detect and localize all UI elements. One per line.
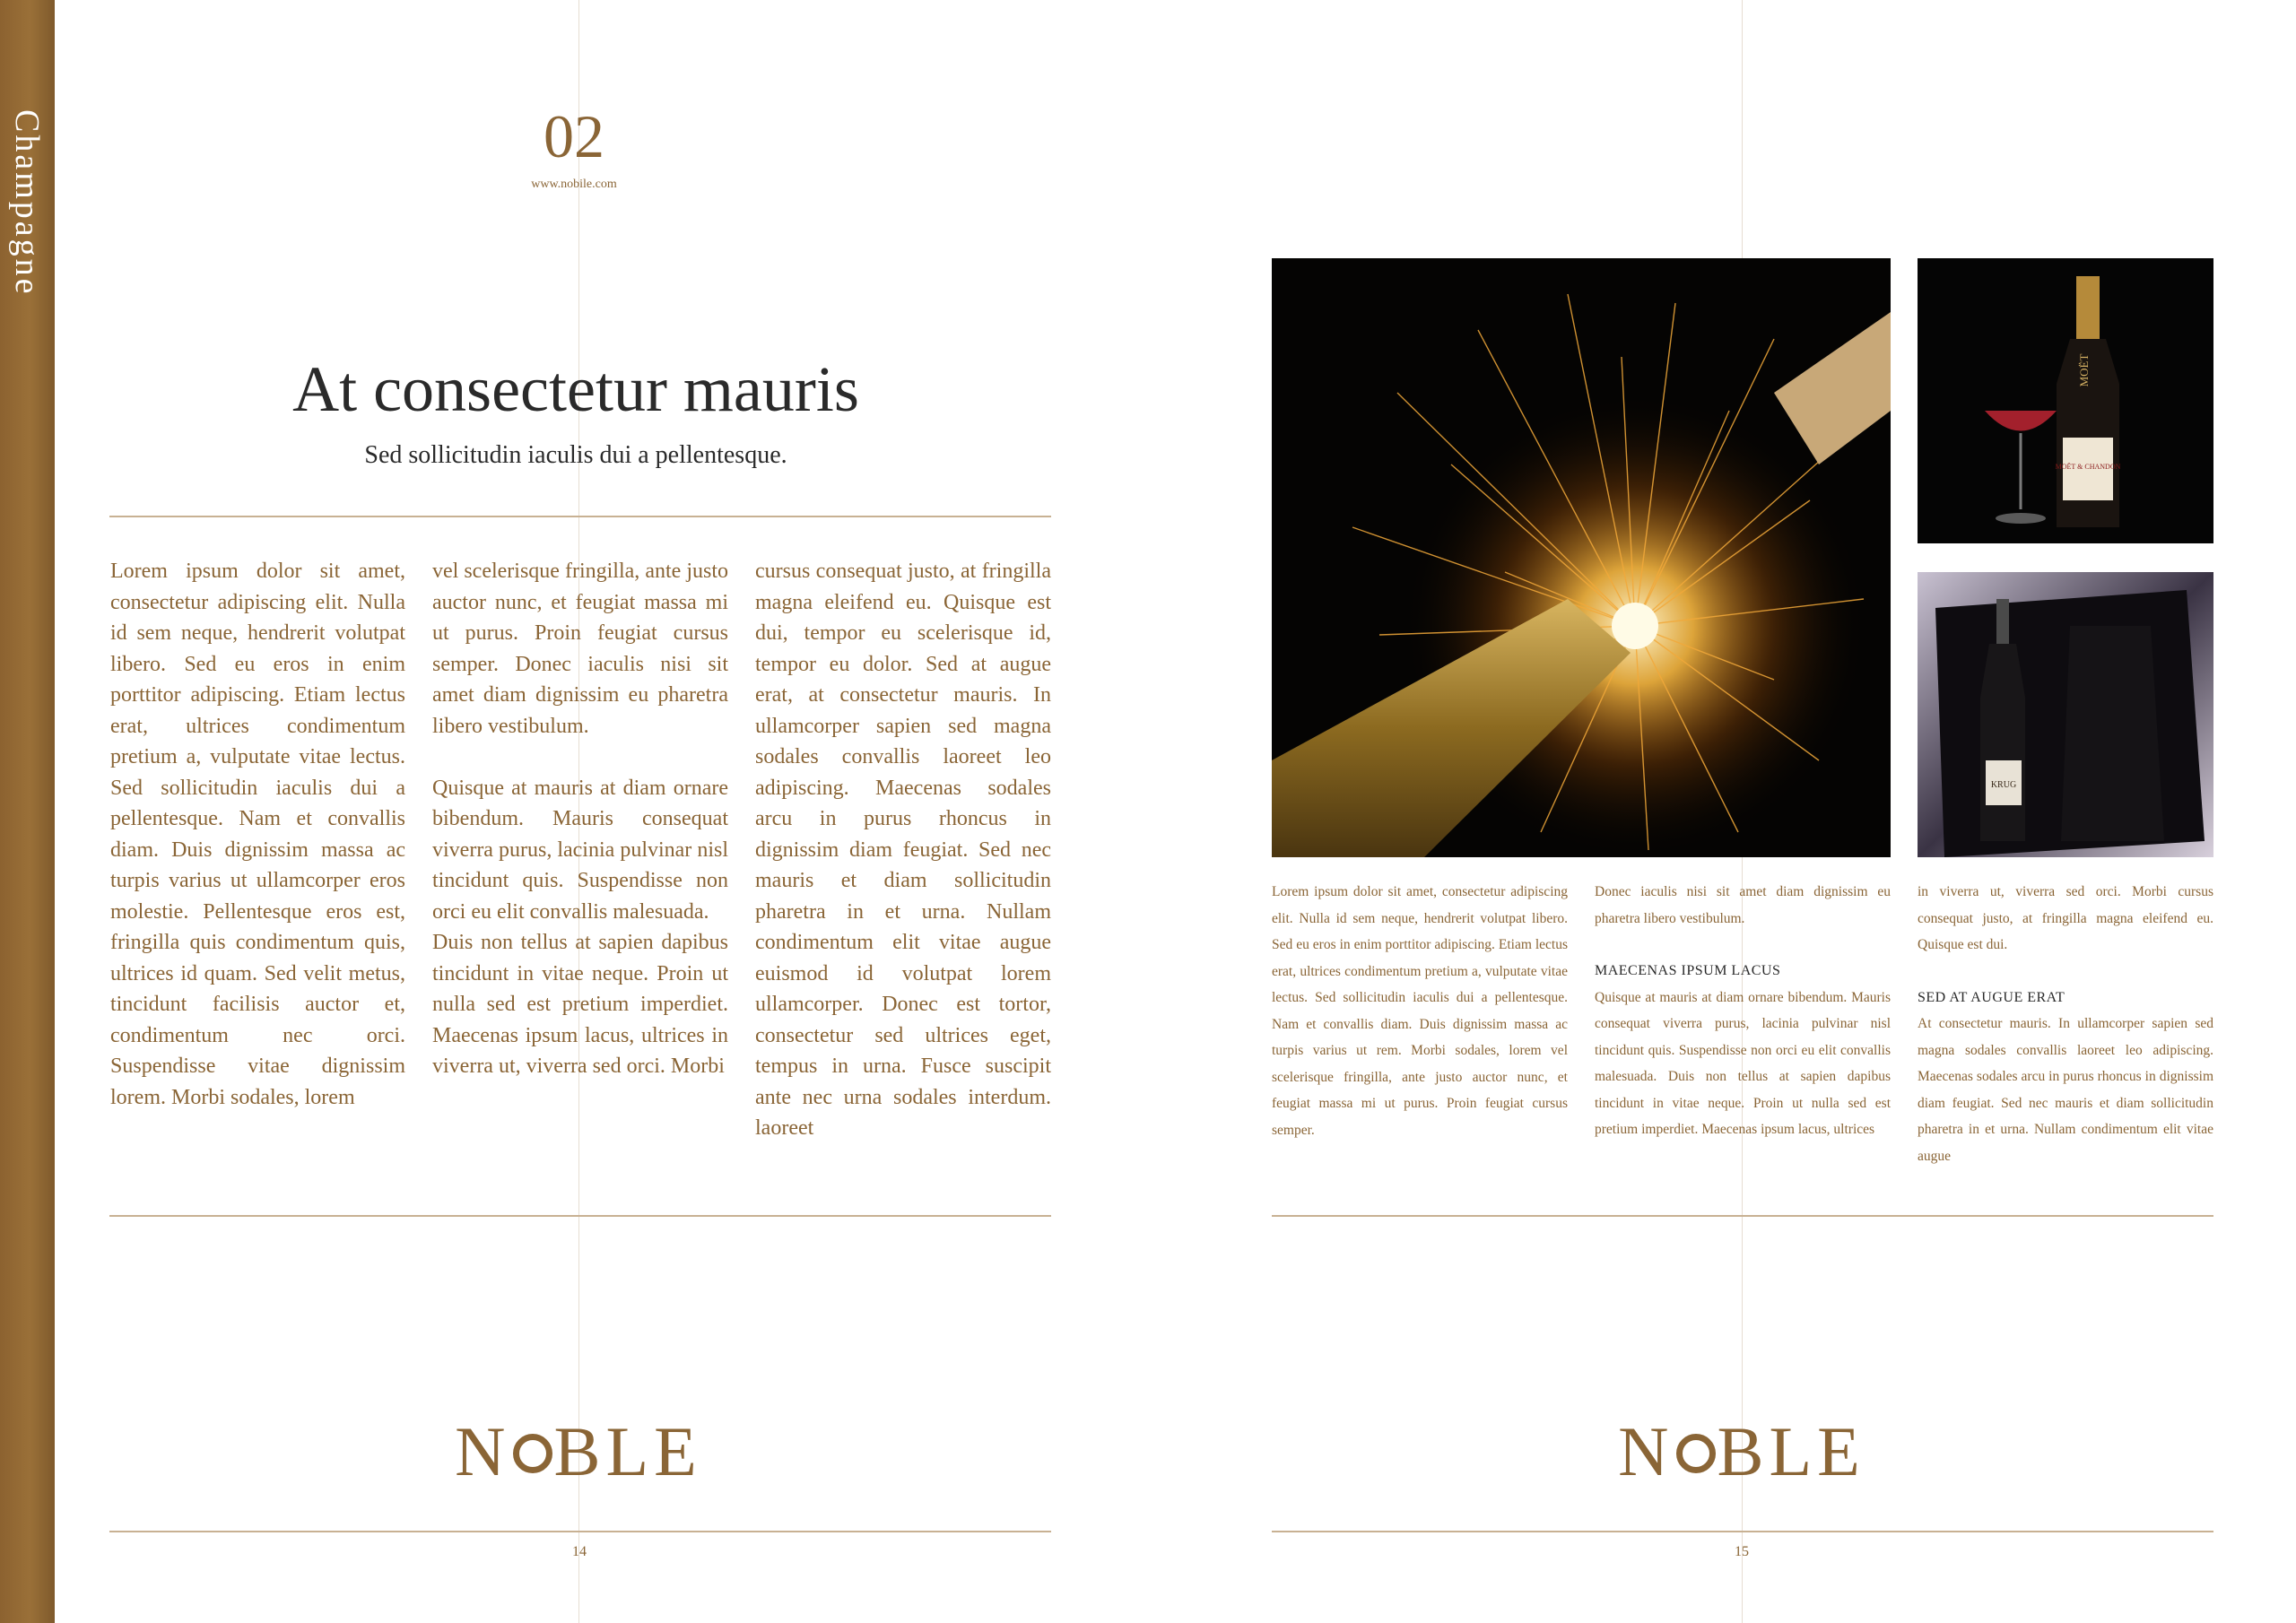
case-illustration bbox=[1918, 572, 2213, 857]
paragraph: cursus consequat justo, at fringilla magna eleifend eu. Quisque est dui, tempor eu scelerisque id, tempor eu dolor. Sed at augue erat, at consectetur mauris. In ullamcorper sapien sed magna sodales convallis laoreet leo adipiscing. Maecenas sodales arcu in purus rhoncus in dignissim diam feugiat. Sed nec mauris et diam sollicitudin pharetra in et urna. Nullam condimentum elit vitae augue euismod id volutpat lorem ullamcorper. Donec est tortor, consectetur sed ultrices eget, tempus in urna. Fusce suscipit ante nec urna sodales interdum. laoreet bbox=[755, 560, 1051, 1140]
noble-logo-right bbox=[1589, 1412, 1894, 1490]
right-column-2 bbox=[1595, 879, 1891, 1143]
folio-number: 02 bbox=[544, 102, 604, 170]
paragraph: Lorem ipsum dolor sit amet, consectetur adipiscing elit. Nulla id sem neque, hendrerit volutpat libero. Sed eu eros in enim porttitor adipiscing. Etiam lectus erat, ultrices condimentum pretium a, vulputate vitae lectus. Sed sollicitudin iaculis dui a pellentesque. Nam et convallis diam. Duis dignissim massa ac turpis varius ut ullamcorper eros molestie. Pellentesque eros est, fringilla quis condimentum quis, ultrices id quam. Sed velit metus, tincidunt facilisis auctor et, condimentum nec orci. Suspendisse vitae dignissim lorem. Morbi sodales, lorem bbox=[110, 560, 405, 1109]
photo-krug-case bbox=[1918, 572, 2213, 857]
subheadline: Sed sollicitudin iaculis dui a pellentesque. bbox=[364, 441, 787, 469]
rule-bottom-left bbox=[109, 1215, 1051, 1217]
left-column-2 bbox=[432, 556, 728, 1082]
paragraph: Duis non tellus at sapien dapibus tincidunt in vitae neque. Proin ut nulla sed est pretium imperdiet. Maecenas ipsum lacus, ultrices in viverra ut, viverra sed orci. Morbi bbox=[432, 931, 728, 1078]
rule-footer-right bbox=[1272, 1531, 2213, 1532]
noble-logo-left bbox=[426, 1412, 731, 1490]
paragraph: Quisque at mauris at diam ornare bibendum. Mauris consequat viverra purus, lacinia pulvinar nisl tincidunt quis. Suspendisse non orci eu elit convallis malesuada. Duis non tellus at sapien dapibus tincidunt in vitae neque. Proin ut nulla sed est pretium imperdiet. Maecenas ipsum lacus, ultrices bbox=[1595, 989, 1891, 1137]
bottle-neck-text: MOËT bbox=[2077, 353, 2091, 387]
left-column-1 bbox=[110, 556, 405, 1113]
logo-letters: BLE bbox=[553, 1412, 702, 1490]
rule-top-left bbox=[109, 516, 1051, 517]
paragraph: Donec iaculis nisi sit amet diam dignissim eu pharetra libero vestibulum. bbox=[1595, 884, 1891, 926]
paragraph: vel scelerisque fringilla, ante justo auctor nunc, et feugiat massa mi ut purus. Proin feugiat cursus semper. Donec iaculis nisi sit amet diam dignissim eu pharetra libero vestibulum. bbox=[432, 560, 728, 738]
rule-bottom-right bbox=[1272, 1215, 2213, 1217]
sparkler-illustration bbox=[1272, 258, 1891, 857]
headline: At consectetur mauris bbox=[292, 353, 859, 425]
page-number-left: 14 bbox=[572, 1544, 587, 1559]
spine-label: Champagne bbox=[8, 109, 46, 297]
right-column-3 bbox=[1918, 879, 2213, 1169]
paragraph: At consectetur mauris. In ullamcorper sapien sed magna sodales convallis laoreet leo adipiscing. Maecenas sodales arcu in purus rhoncus in dignissim diam feugiat. Sed nec mauris et diam sollicitudin pharetra in et urna. Nullam condimentum elit vitae augue bbox=[1918, 1016, 2213, 1164]
photo-moet-bottle bbox=[1918, 258, 2213, 543]
bottle-illustration bbox=[1918, 258, 2213, 543]
paragraph: in viverra ut, viverra sed orci. Morbi cursus consequat justo, at fringilla magna eleifend eu. Quisque est dui. bbox=[1918, 884, 2213, 952]
logo-letters: BLE bbox=[1717, 1412, 1866, 1490]
section-heading: MAECENAS IPSUM LACUS bbox=[1595, 963, 1781, 978]
page-number-right: 15 bbox=[1735, 1544, 1749, 1559]
left-column-3 bbox=[755, 556, 1051, 1144]
logo-letter: N bbox=[1618, 1412, 1674, 1490]
logo-ring-icon bbox=[1676, 1434, 1716, 1473]
logo-ring-icon bbox=[513, 1434, 552, 1473]
paragraph: Lorem ipsum dolor sit amet, consectetur adipiscing elit. Nulla id sem neque, hendrerit volutpat libero. Sed eu eros in enim porttitor adipiscing. Etiam lectus erat, ultrices condimentum pretium a, vulputate vitae lectus. Sed sollicitudin iaculis dui a pellentesque. Nam et convallis diam. Duis dignissim massa ac turpis varius ut rem. Morbi sodales, lorem vel scelerisque fringilla, ante justo auctor nunc, et feugiat massa mi ut purus. Proin feugiat cursus semper. bbox=[1272, 884, 1568, 1138]
photo-champagne-sparkler bbox=[1272, 258, 1891, 857]
section-heading: SED AT AUGUE ERAT bbox=[1918, 989, 2066, 1005]
paragraph: Quisque at mauris at diam ornare bibendum. Mauris consequat viverra purus, lacinia pulvinar nisl tincidunt quis. Suspendisse non orci eu elit convallis malesuada. bbox=[432, 776, 728, 924]
logo-letter: N bbox=[455, 1412, 511, 1490]
website-url: www.nobile.com bbox=[531, 178, 617, 191]
spine-band bbox=[0, 0, 55, 1623]
rule-footer-left bbox=[109, 1531, 1051, 1532]
right-column-1 bbox=[1272, 879, 1568, 1143]
bottle-label-text: MOËT & CHANDON bbox=[2055, 463, 2121, 471]
bottle-label-text: KRUG bbox=[1990, 780, 2017, 790]
